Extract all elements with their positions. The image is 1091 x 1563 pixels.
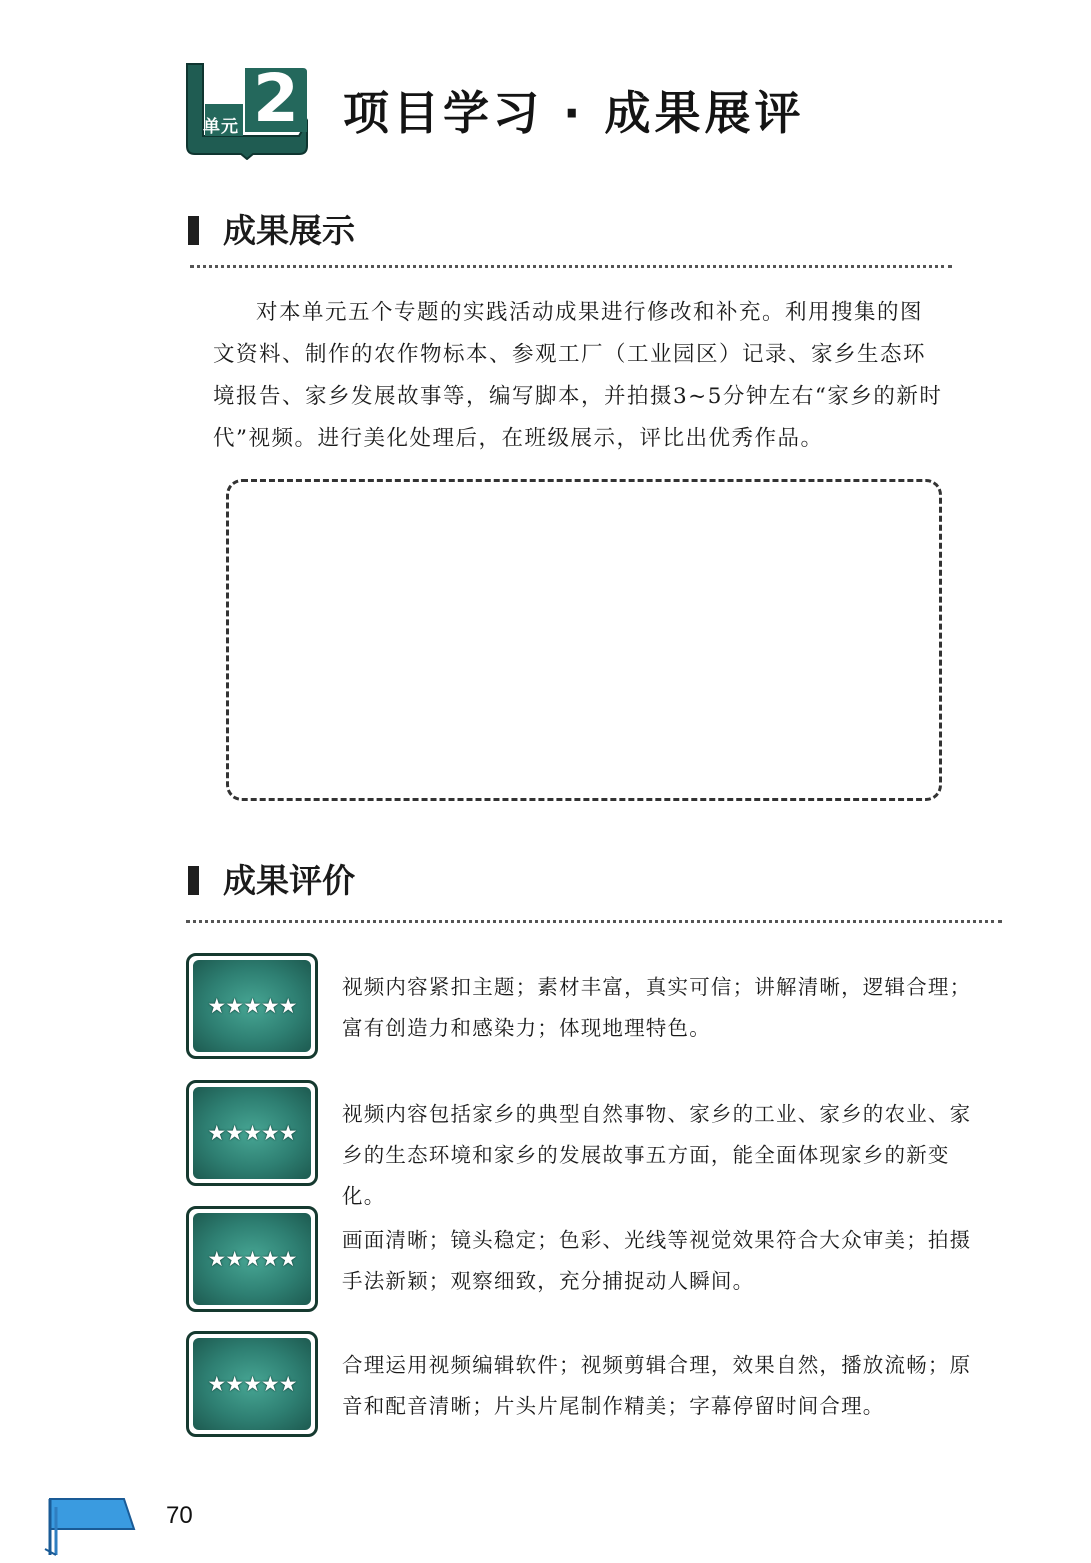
unit-badge: [183, 62, 311, 160]
section-heading-text: 成果展示: [223, 211, 355, 250]
section-heading-evaluation: [188, 861, 355, 900]
unit-label: 单元: [203, 117, 239, 137]
star-rating-badge: [186, 1080, 318, 1186]
criterion-item: [186, 1206, 976, 1314]
star-rating-badge: [186, 1331, 318, 1437]
criterion-text: 视频内容紧扣主题；素材丰富，真实可信；讲解清晰，逻辑合理；富有创造力和感染力；体现地理特色。: [342, 975, 972, 1040]
section-heading-text: 成果评价: [223, 861, 355, 900]
section-divider: [186, 920, 1002, 923]
criterion-text: 合理运用视频编辑软件；视频剪辑合理，效果自然，播放流畅；原音和配音清晰；片头片尾制作精美；字幕停留时间合理。: [342, 1353, 972, 1418]
five-star-icon: ★★★★★: [207, 1246, 297, 1271]
section-heading-showcase: [188, 211, 355, 250]
page-number: 70: [166, 1502, 193, 1529]
star-rating-badge: [186, 1206, 318, 1312]
section-divider: [190, 265, 952, 268]
section-marker-icon: [188, 866, 199, 895]
unit-number: 2: [253, 60, 299, 137]
criterion-item: [186, 953, 976, 1061]
showcase-body: 对本单元五个专题的实践活动成果进行修改和补充。利用搜集的图文资料、制作的农作物标本、参观工厂（工业园区）记录、家乡生态环境报告、家乡发展故事等，编写脚本，并拍摄3~5分钟左右“家乡的新时代”视频。进行美化处理后，在班级展示，评比出优秀作品。: [213, 300, 943, 451]
five-star-icon: ★★★★★: [207, 1120, 297, 1145]
page-corner-icon: [42, 1493, 137, 1558]
criterion-item: [186, 1080, 976, 1208]
section-marker-icon: [188, 216, 199, 245]
star-rating-badge: [186, 953, 318, 1059]
criterion-text: 视频内容包括家乡的典型自然事物、家乡的工业、家乡的农业、家乡的生态环境和家乡的发展故事五方面，能全面体现家乡的新变化。: [342, 1102, 972, 1208]
five-star-icon: ★★★★★: [207, 1371, 297, 1396]
criterion-text: 画面清晰；镜头稳定；色彩、光线等视觉效果符合大众审美；拍摄手法新颖；观察细致，充分捕捉动人瞬间。: [342, 1228, 972, 1293]
criterion-item: [186, 1331, 976, 1439]
page-title: 项目学习 · 成果展评: [343, 86, 805, 140]
work-display-box: [226, 479, 942, 801]
five-star-icon: ★★★★★: [207, 993, 297, 1018]
